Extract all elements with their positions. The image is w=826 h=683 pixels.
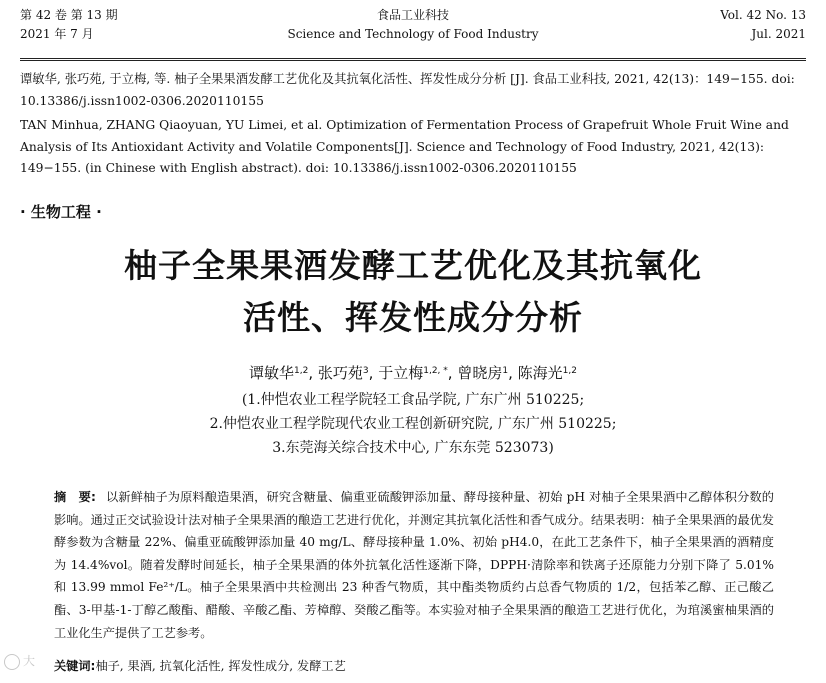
- paper-title-line-2: 活性、挥发性成分分析: [243, 298, 583, 337]
- author-affiliation-mark: 3: [362, 366, 369, 376]
- author-name: 陈海光: [517, 364, 563, 382]
- watermark: [4, 652, 35, 670]
- author-affiliation-mark: 1,2: [562, 366, 577, 376]
- abstract: [54, 486, 774, 644]
- date-cn: 2021 年 7 月: [20, 27, 94, 41]
- abstract-label: 摘 要:: [54, 490, 96, 504]
- date-en: Jul. 2021: [751, 27, 806, 41]
- citation-cn: 谭敏华, 张巧苑, 于立梅, 等. 柚子全果果酒发酵工艺优化及其抗氧化活性、挥发性成分分析 [J]. 食品工业科技, 2021, 42(13)：149−155. doi: 10.13386/j.issn1002-0306.2020110155: [20, 72, 795, 108]
- author-separator: ,: [508, 364, 513, 382]
- volume-cn: 第 42 卷 第 13 期: [20, 8, 118, 22]
- author-name: 谭敏华: [249, 364, 295, 382]
- header-rule-top: [20, 58, 806, 59]
- header-center: [0, 6, 826, 44]
- author-separator: ,: [368, 364, 374, 382]
- keywords: [54, 656, 774, 676]
- author-name: 曾晓房: [457, 364, 503, 382]
- author-name: 张巧苑: [317, 364, 363, 382]
- citation-en: TAN Minhua, ZHANG Qiaoyuan, YU Limei, et al. Optimization of Fermentation Process of Grapefruit Whole Fruit Wine and Analysis of Its Antioxidant Activity and Volatile Components[J]. Science and Technology of Food Industry, 2021, 42(13): 149−155. (in Chinese with English abstract). doi: 10.13386/j.issn1002-0306.2020110155: [20, 118, 789, 175]
- affiliation-3: 3.东莞海关综合技术中心, 广东东莞 523073): [272, 440, 554, 456]
- keywords-label: 关键词:: [54, 659, 96, 673]
- header-rule-bottom: [20, 60, 806, 61]
- author-list: [0, 363, 826, 383]
- keywords-text: 柚子, 果酒, 抗氧化活性, 挥发性成分, 发酵工艺: [95, 659, 346, 673]
- author-separator: ,: [447, 364, 453, 382]
- abstract-text: 以新鲜柚子为原料酿造果酒，研究含糖量、偏重亚硫酸钾添加量、酵母接种量、初始 pH 对柚子全果果酒中乙醇体积分数的影响。通过正交试验设计法对柚子全果果酒的酿造工艺进行优化，并测定其抗氧化活性和香气成分。结果表明：柚子全果果酒的最优发酵参数为含糖量 22%、偏重亚硫酸钾添加量 40 mg/L、酵母接种量 1.0%、初始 pH4.0，在此工艺条件下，柚子全果果酒的酒精度为 14.4%vol。随着发酵时间延长，柚子全果果酒的体外抗氧化活性逐渐下降，DPPH·清除率和铁离子还原能力分别下降了 5.01% 和 13.99 mmol Fe²⁺/L。柚子全果果酒中共检测出 23 种香气物质，其中酯类物质约占总香气物质的 1/2，包括苯乙醇、正己酸乙酯、3-甲基-1-丁醇乙酸酯、醋酸、辛酸乙酯、芳樟醇、癸酸乙酯等。本实验对柚子全果果酒的酿造工艺进行优化，为琯溪蜜柚果酒的工业化生产提供了工艺参考。: [54, 490, 774, 640]
- affiliation-1: (1.仲恺农业工程学院轻工食品学院, 广东广州 510225;: [241, 392, 585, 408]
- author-name: 于立梅: [378, 364, 424, 382]
- journal-name-en: Science and Technology of Food Industry: [287, 27, 539, 41]
- section-label: · 生物工程 ·: [20, 203, 102, 221]
- author-affiliation-mark: 1: [502, 366, 509, 376]
- page-header: [0, 6, 826, 56]
- watermark-text: 大: [23, 654, 36, 668]
- author-affiliation-mark: 1,2: [294, 366, 309, 376]
- header-right: [720, 6, 806, 44]
- author-separator: ,: [308, 364, 314, 382]
- author-affiliation-mark: 1,2, *: [423, 366, 448, 376]
- affiliation-2: 2.仲恺农业工程学院现代农业工程创新研究院, 广东广州 510225;: [209, 416, 617, 432]
- paper-title-line-1: 柚子全果果酒发酵工艺优化及其抗氧化: [124, 246, 702, 285]
- journal-name-cn: 食品工业科技: [376, 8, 449, 22]
- watermark-logo-icon: [4, 654, 20, 670]
- volume-en: Vol. 42 No. 13: [720, 8, 806, 22]
